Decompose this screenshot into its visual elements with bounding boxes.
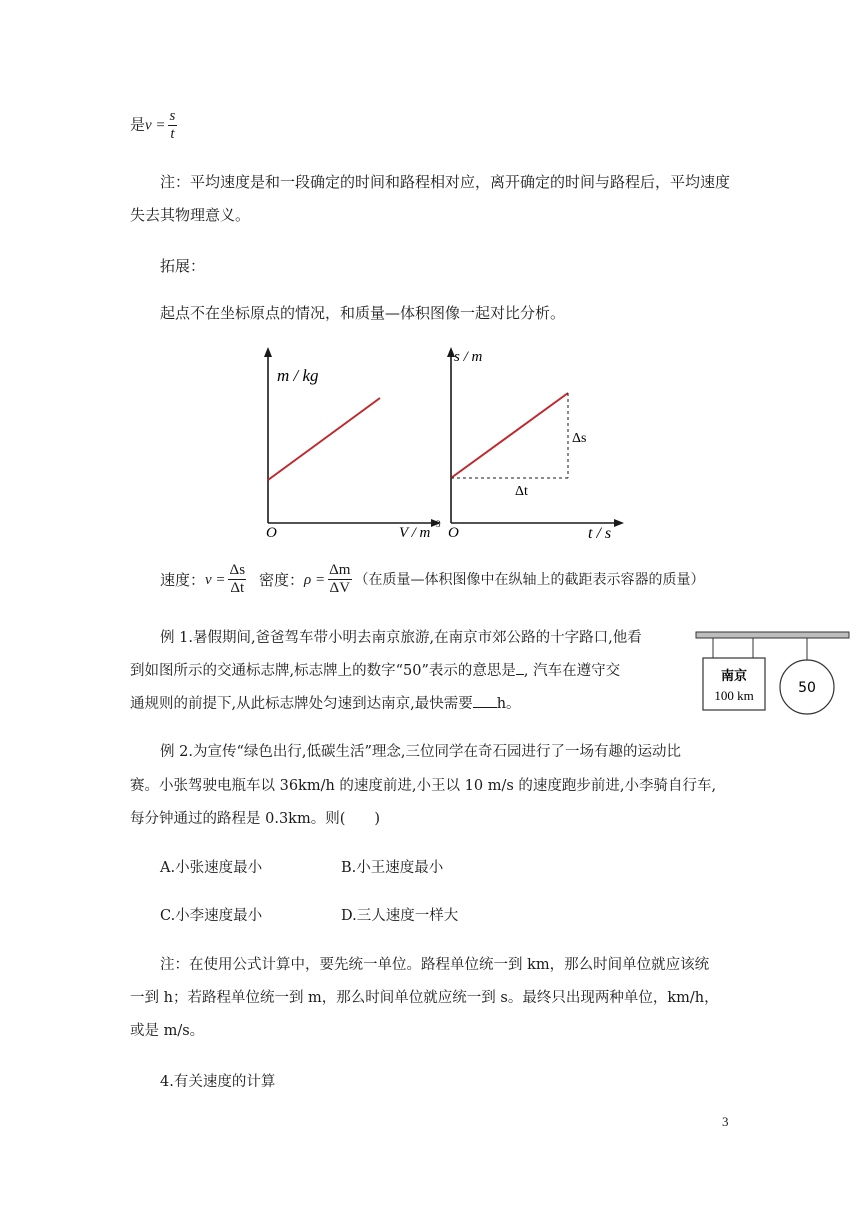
option-a[interactable]: A.小张速度最小 [160,860,263,876]
origin-label: O [448,525,459,541]
fraction-denominator: t [170,126,175,142]
expand-text: 起点不在坐标原点的情况，和质量—体积图像一起对比分析。 [160,304,566,322]
x-axis-label: V / m [399,525,431,541]
example1-line1: 例 1.暑假期间,爸爸驾车带小明去南京旅游,在南京市郊公路的十字路口,他看 [160,630,642,646]
formula-velocity-definition [130,108,179,143]
speed-limit-value: 50 [798,680,816,696]
example1-line3-part-b: h。 [496,696,521,712]
example1-line3-part-a: 通规则的前提下,从此标志牌处匀速到达南京,最快需要 [130,696,473,712]
delta-t-label: Δt [515,484,528,499]
fraction-delta-s-over-delta-t [228,562,247,597]
speed-label: 速度： [160,570,206,589]
mass-volume-graph [255,345,445,545]
option-d[interactable]: D.三人速度一样大 [341,908,459,924]
option-b[interactable]: B.小王速度最小 [341,860,444,876]
note-average-speed-line1: 注：平均速度是和一段确定的时间和路程相对应，离开确定的时间与路程后，平均速度 [160,173,731,191]
origin-label: O [266,525,277,541]
distance-time-line [451,393,568,478]
fraction-s-over-t [168,108,178,143]
x-axis-arrow-icon [614,519,624,527]
example1-line2-part-a: 到如图所示的交通标志牌,标志牌上的数字“50”表示的意思是 [130,663,516,679]
fraction-numerator: s [169,108,176,124]
density-label: 密度： [259,570,305,589]
distance-time-graph [438,345,628,545]
y-axis-label: m / kg [277,366,319,385]
fraction-numerator: Δs [229,562,246,578]
note-units-line2: 一到 h；若路程单位统一到 m，那么时间单位就应统一到 s。最终只出现两种单位，km/h， [130,990,719,1006]
option-c[interactable]: C.小李速度最小 [160,908,263,924]
expand-heading: 拓展： [160,257,206,275]
note-average-speed-line2: 失去其物理意义。 [130,206,251,224]
note-units-line3: 或是 m/s。 [130,1023,205,1039]
example2-line1: 例 2.为宣传“绿色出行,低碳生活”理念,三位同学在奇石园进行了一场有趣的运动比 [160,744,681,760]
formula-prefix: 是 [130,115,146,134]
x-axis-label: t / s [588,525,612,542]
traffic-sign-figure [693,628,853,716]
delta-s-label: Δs [572,431,587,446]
sign-distance: 100 km [714,688,754,703]
sign-pole [696,632,849,638]
x-axis-label-superscript: 3 [436,519,441,529]
density-lhs: ρ = [304,571,326,588]
section-4-heading: 4.有关速度的计算 [160,1074,276,1090]
example1-line2 [130,660,620,681]
sign-city: 南京 [720,669,748,684]
answer-blank-2[interactable] [473,693,497,708]
formula-speed-density [160,562,704,597]
fraction-numerator: Δm [329,562,351,578]
y-axis-arrow-icon [264,347,272,357]
speed-lhs: v = [205,571,226,588]
page-number: 3 [722,1114,729,1129]
note-units-line1: 注：在使用公式计算中，要先统一单位。路程单位统一到 km，那么时间单位就应该统 [160,957,710,973]
fraction-denominator: ΔV [329,580,351,596]
fraction-denominator: Δt [230,580,245,596]
fraction-delta-m-over-delta-v [327,562,352,597]
example2-line2: 赛。小张驾驶电瓶车以 36km/h 的速度前进,小王以 10 m/s 的速度跑步前进,小李骑自行车, [130,778,717,794]
answer-blank-1[interactable] [516,660,524,675]
mass-volume-line [268,398,380,480]
formula-lhs: v = [145,117,166,134]
example2-line3: 每分钟通过的路程是 0.3km。则( ) [130,811,381,827]
example1-line2-part-b: , 汽车在遵守交 [523,663,621,679]
y-axis-label: s / m [454,349,483,365]
density-note: （在质量—体积图像中在纵轴上的截距表示容器的质量） [354,571,705,588]
example1-line3 [130,693,521,714]
